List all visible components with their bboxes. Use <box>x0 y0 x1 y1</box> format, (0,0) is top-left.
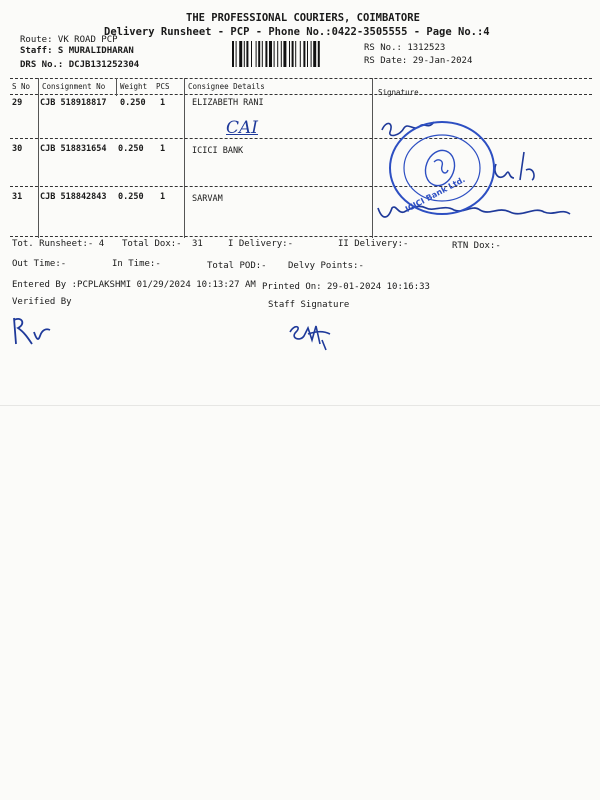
column-header-sno: S No <box>12 82 31 91</box>
row-consignment: CJB 518831654 <box>40 144 107 154</box>
delivery-points: Delvy Points:- <box>288 261 364 271</box>
stamp-text: ICICI Bank Ltd. <box>403 174 467 215</box>
staff-signature <box>286 318 334 352</box>
row-pcs: 1 <box>160 192 166 202</box>
row-consignee: SARVAM <box>192 194 223 204</box>
column-header-consignee: Consignee Details <box>188 82 265 91</box>
row-pcs: 1 <box>160 98 166 108</box>
barcode-bar <box>311 41 312 67</box>
barcode-bar <box>265 41 267 67</box>
staff-label: Staff: S MURALIDHARAN <box>20 46 134 56</box>
row-weight: 0.250 <box>118 192 144 202</box>
total-dox-label: Total Dox:- <box>122 239 182 249</box>
barcode-bar <box>283 41 286 67</box>
column-divider <box>372 78 373 238</box>
barcode-bar <box>300 41 301 67</box>
i-delivery: I Delivery:- <box>228 239 294 249</box>
rtn-dox: RTN Dox:- <box>452 241 501 251</box>
barcode-bar <box>269 41 272 67</box>
row-sno: 31 <box>12 192 23 202</box>
row-consignee: ICICI BANK <box>192 146 244 156</box>
column-header-weight: Weight <box>120 82 148 91</box>
barcode-bar <box>274 41 275 67</box>
column-header-consignment: Consignment No <box>42 82 106 91</box>
verifier-signature <box>8 314 58 348</box>
barcode-bar <box>258 41 260 67</box>
row-sno: 29 <box>12 98 23 108</box>
verified-by-label: Verified By <box>12 297 72 307</box>
out-time: Out Time:- <box>12 259 67 269</box>
total-dox-value: 31 <box>192 239 203 249</box>
handwritten-note: CAI <box>226 118 258 138</box>
barcode-bar <box>232 41 234 67</box>
column-header-signature: Signature <box>378 88 419 97</box>
column-divider <box>38 78 39 238</box>
barcode-bar <box>303 41 305 67</box>
barcode-bar <box>251 41 252 67</box>
paper-fold-line <box>0 405 600 406</box>
barcode-bar <box>295 41 296 67</box>
column-divider <box>116 78 117 96</box>
staff-signature-label: Staff Signature <box>268 300 350 310</box>
bank-stamp <box>386 118 498 218</box>
barcode-bar <box>246 41 248 67</box>
column-divider <box>184 78 185 238</box>
total-runsheet: Tot. Runsheet:- 4 <box>12 239 105 249</box>
barcode-bar <box>313 41 316 67</box>
row-weight: 0.250 <box>118 144 144 154</box>
barcode-bar <box>292 41 294 67</box>
table-header-rule <box>10 94 592 95</box>
column-header-pcs: PCS <box>156 82 170 91</box>
barcode-bar <box>256 41 257 67</box>
row-weight: 0.250 <box>120 98 146 108</box>
barcode-bar <box>318 41 320 67</box>
row-pcs: 1 <box>160 144 166 154</box>
entered-by: Entered By :PCPLAKSHMI 01/29/2024 10:13:27 AM <box>12 280 256 290</box>
barcode-bar <box>244 41 245 67</box>
row-consignee: ELIZABETH RANI <box>192 98 264 108</box>
barcode-bar <box>277 41 278 67</box>
row-consignment: CJB 518918817 <box>40 98 107 108</box>
printed-on: Printed On: 29-01-2024 10:16:33 <box>262 282 430 292</box>
row-sno: 30 <box>12 144 23 154</box>
barcode-bar <box>289 41 290 67</box>
route-label: Route: VK ROAD PCP <box>20 35 118 45</box>
rs-number: RS No.: 1312523 <box>364 43 446 53</box>
total-pod: Total POD:- <box>207 261 267 271</box>
table-top-rule <box>10 78 592 79</box>
barcode-graphic <box>232 41 358 67</box>
barcode-bar <box>281 41 282 67</box>
rs-date: RS Date: 29-Jan-2024 <box>364 56 473 66</box>
in-time: In Time:- <box>112 259 161 269</box>
drs-number: DRS No.: DCJB131252304 <box>20 60 140 70</box>
barcode-bar <box>236 41 237 67</box>
barcode-bar <box>262 41 263 67</box>
row-consignment: CJB 518842843 <box>40 192 107 202</box>
company-title: THE PROFESSIONAL COURIERS, COIMBATORE <box>186 12 420 24</box>
barcode-bar <box>239 41 242 67</box>
barcode-bar <box>307 41 308 67</box>
runsheet-subtitle: Delivery Runsheet - PCP - Phone No.:0422-3505555 - Page No.:4 <box>104 26 490 38</box>
ii-delivery: II Delivery:- <box>338 239 409 249</box>
table-bottom-rule <box>10 236 592 237</box>
